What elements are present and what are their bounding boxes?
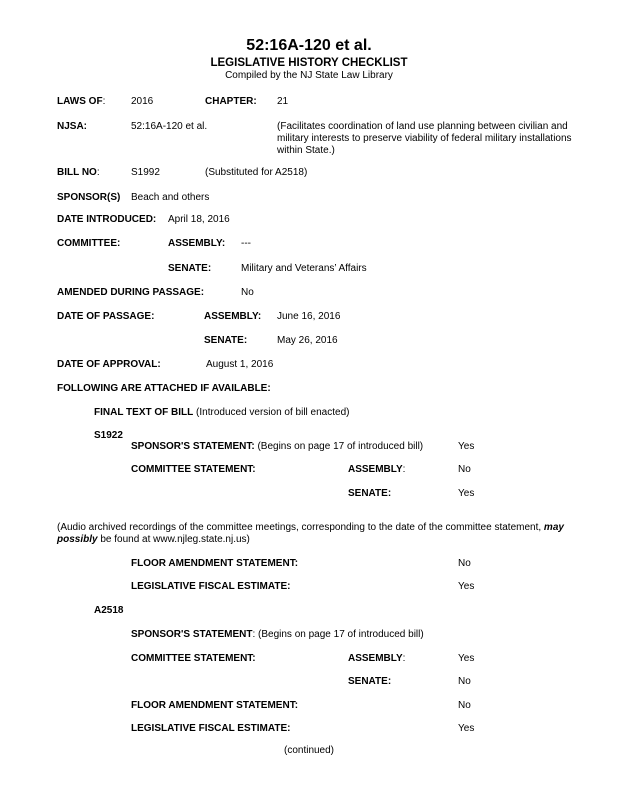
laws-of-year: 2016 xyxy=(131,96,154,107)
a-floor-amendment-value: No xyxy=(458,700,471,711)
audio-archive-note: (Audio archived recordings of the committee meetings, corresponding to the date of the committee statement, may possibly be found at www.njleg.state.nj.us) xyxy=(57,522,564,545)
page-subtitle: Compiled by the NJ State Law Library xyxy=(225,70,393,81)
a-committee-assembly-label: ASSEMBLY: xyxy=(348,653,406,664)
final-text-line: FINAL TEXT OF BILL (Introduced version of bill enacted) xyxy=(94,407,350,418)
committee-senate-value: Military and Veterans’ Affairs xyxy=(241,263,367,274)
s-fiscal-estimate-value: Yes xyxy=(458,581,475,592)
s-floor-amendment-value: No xyxy=(458,558,471,569)
date-introduced-value: April 18, 2016 xyxy=(168,214,230,225)
s-committee-assembly-value: No xyxy=(458,464,471,475)
s-committee-senate-label: SENATE: xyxy=(348,488,392,499)
committee-senate-label: SENATE: xyxy=(168,263,212,274)
a-committee-assembly-value: Yes xyxy=(458,653,475,664)
approval-label: DATE OF APPROVAL: xyxy=(57,359,161,370)
a-committee-senate-value: No xyxy=(458,676,471,687)
passage-senate-label: SENATE: xyxy=(204,335,248,346)
assembly-bill-number: A2518 xyxy=(94,605,124,616)
s-floor-amendment-label: FLOOR AMENDMENT STATEMENT: xyxy=(131,558,299,569)
s-fiscal-estimate-label: LEGISLATIVE FISCAL ESTIMATE: xyxy=(131,581,291,592)
attached-heading: FOLLOWING ARE ATTACHED IF AVAILABLE: xyxy=(57,383,271,394)
bill-no-label: BILL NO: xyxy=(57,167,100,178)
njsa-value: 52:16A-120 et al. xyxy=(131,121,208,132)
a-fiscal-estimate-value: Yes xyxy=(458,723,475,734)
sponsors-value: Beach and others xyxy=(131,192,210,203)
a-sponsor-statement: SPONSOR'S STATEMENT: (Begins on page 17 of introduced bill) xyxy=(131,629,424,640)
committee-label: COMMITTEE: xyxy=(57,238,121,249)
amended-label: AMENDED DURING PASSAGE: xyxy=(57,287,205,298)
s-committee-statement-label: COMMITTEE STATEMENT: xyxy=(131,464,256,475)
chapter-value: 21 xyxy=(277,96,289,107)
a-floor-amendment-label: FLOOR AMENDMENT STATEMENT: xyxy=(131,700,299,711)
date-introduced-label: DATE INTRODUCED: xyxy=(57,214,157,225)
njsa-description: (Facilitates coordination of land use planning between civilian and military interests to preserve viability of federal military installations within State.) xyxy=(277,121,572,156)
page-title: LEGISLATIVE HISTORY CHECKLIST xyxy=(210,57,408,69)
senate-bill-number: S1922 xyxy=(94,430,123,441)
a-fiscal-estimate-label: LEGISLATIVE FISCAL ESTIMATE: xyxy=(131,723,291,734)
citation-heading: 52:16A-120 et al. xyxy=(246,37,372,54)
passage-assembly-value: June 16, 2016 xyxy=(277,311,341,322)
a-committee-senate-label: SENATE: xyxy=(348,676,392,687)
bill-substitution-note: (Substituted for A2518) xyxy=(205,167,308,178)
njsa-label: NJSA: xyxy=(57,121,88,132)
passage-senate-value: May 26, 2016 xyxy=(277,335,338,346)
committee-assembly-label: ASSEMBLY: xyxy=(168,238,226,249)
s-sponsor-statement: SPONSOR'S STATEMENT: (Begins on page 17 of introduced bill) xyxy=(131,441,424,452)
passage-assembly-label: ASSEMBLY: xyxy=(204,311,262,322)
laws-of-label: LAWS OF: xyxy=(57,96,106,107)
amended-value: No xyxy=(241,287,254,298)
chapter-label: CHAPTER: xyxy=(205,96,257,107)
a-committee-statement-label: COMMITTEE STATEMENT: xyxy=(131,653,256,664)
continued-note: (continued) xyxy=(283,745,335,756)
sponsors-label: SPONSOR(S) xyxy=(57,192,121,203)
committee-assembly-value: --- xyxy=(241,238,251,249)
s-sponsor-statement-value: Yes xyxy=(458,441,475,452)
passage-label: DATE OF PASSAGE: xyxy=(57,311,155,322)
s-committee-senate-value: Yes xyxy=(458,488,475,499)
s-committee-assembly-label: ASSEMBLY: xyxy=(348,464,406,475)
approval-value: August 1, 2016 xyxy=(206,359,274,370)
bill-no-value: S1992 xyxy=(131,167,160,178)
